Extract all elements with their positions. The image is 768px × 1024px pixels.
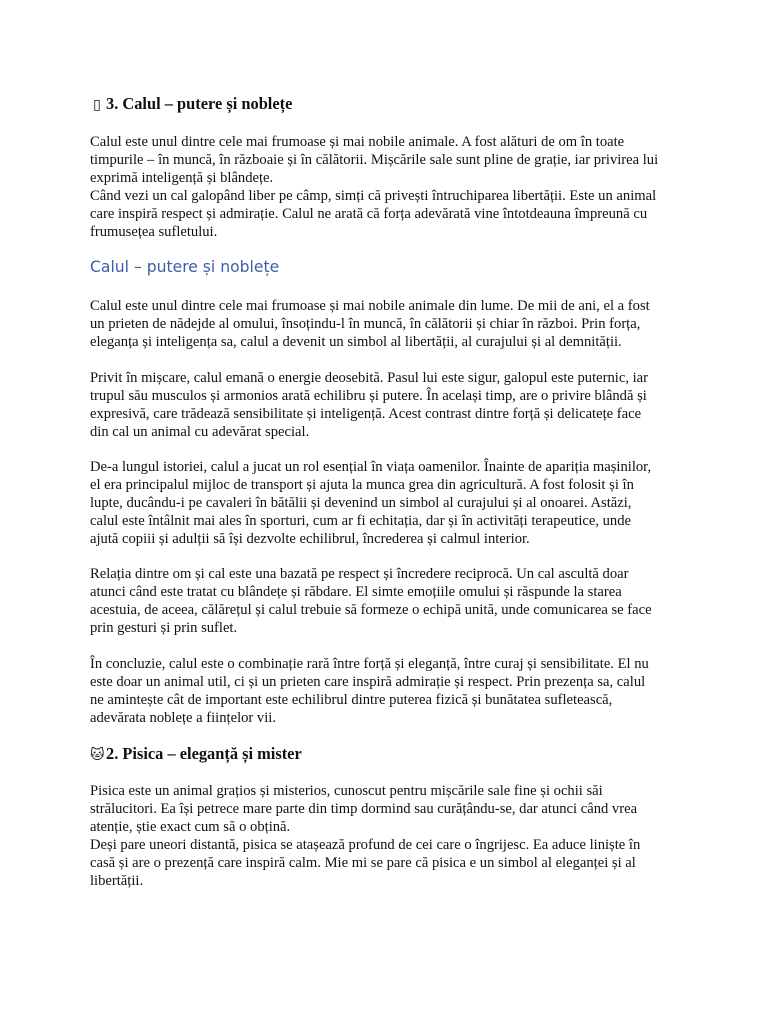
text-line: ajută copiii și adulții să își dezvolte echilibrul, încrederea și calmul interior. xyxy=(90,531,530,547)
text-line: el era principalul mijloc de transport și ajuta la munca grea din agricultură. A fost folosit și în xyxy=(90,477,634,493)
horse-subheading: Calul – putere și noblețe xyxy=(90,258,280,276)
text-line: Calul este unul dintre cele mai frumoase și mai nobile animale din lume. De mii de ani, el a fost xyxy=(90,298,650,314)
text-line: timpurile – în muncă, în războaie și în călătorii. Mișcările sale sunt pline de grație, iar privirea lui xyxy=(90,152,659,168)
cat-section-heading xyxy=(90,744,680,765)
text-line: din cal un animal cu adevărat special. xyxy=(90,424,310,440)
text-line: Deși pare uneori distantă, pisica se atașează profund de cei care o îngrijesc. Ea aduce liniște în xyxy=(90,837,641,853)
text-line: un prieten de nădejde al omului, însoțindu-l în muncă, în călătorii și chiar în război. Prin forța, xyxy=(90,316,641,332)
horse-section-heading xyxy=(90,94,680,115)
text-line: Pisica este un animal grațios și misterios, cunoscut pentru mișcările sale fine și ochii săi xyxy=(90,783,603,799)
text-line: exprimă inteligență și blândețe. xyxy=(90,170,274,186)
text-line: Relația dintre om și cal este una bazată pe respect și încredere reciprocă. Un cal ascultă doar xyxy=(90,566,629,582)
text-line: ne amintește cât de important este echilibrul dintre puterea fizică și bunătatea sufletească, xyxy=(90,692,613,708)
horse-paragraph-5 xyxy=(90,655,680,727)
text-line: atunci când este tratat cu blândețe și răbdare. El simte emoțiile omului și răspunde la starea xyxy=(90,584,622,600)
cat-heading-text: 2. Pisica – eleganță și mister xyxy=(106,744,302,763)
horse-paragraph-4 xyxy=(90,565,680,637)
text-line: casă și are o prezență care inspiră calm. Mie mi se pare că pisica e un simbol al eleganței și al xyxy=(90,855,636,871)
horse-heading-text: 3. Calul – putere și noblețe xyxy=(106,94,293,113)
horse-paragraph-1 xyxy=(90,297,680,351)
text-line: calul este întâlnit mai ales în sporturi, cum ar fi echitația, dar și în activități terapeutice, unde xyxy=(90,513,631,529)
text-line: De-a lungul istoriei, calul a jucat un rol esențial în viața oamenilor. Înainte de apariția mașinilor, xyxy=(90,459,652,475)
text-line: În concluzie, calul este o combinație rară între forță și eleganță, între curaj și sensibilitate. El nu xyxy=(90,656,649,672)
text-line: acestuia, de aceea, călărețul și calul trebuie să formeze o echipă unită, unde comunicarea se face xyxy=(90,602,652,618)
horse-icon: ▯ xyxy=(93,97,101,113)
text-line: este doar un animal util, ci și un prieten care inspiră admirație și respect. Prin prezența sa, calul xyxy=(90,674,646,690)
text-line: prin gesturi și prin suflet. xyxy=(90,620,238,636)
text-line: frumusețea sufletului. xyxy=(90,224,218,240)
horse-paragraph-3 xyxy=(90,458,680,548)
text-line: atenție, știe exact cum să o obțină. xyxy=(90,819,291,835)
text-line: trupul său musculos și armonios arată echilibru și putere. În același timp, are o privire blândă și xyxy=(90,388,647,404)
cat-face-icon: 🐱 xyxy=(90,747,105,763)
text-line: libertății. xyxy=(90,873,144,889)
horse-paragraph-2 xyxy=(90,369,680,441)
text-line: Privit în mișcare, calul emană o energie deosebită. Pasul lui este sigur, galopul este puternic, iar xyxy=(90,370,649,386)
text-line: Calul este unul dintre cele mai frumoase și mai nobile animale. A fost alături de om în toate xyxy=(90,134,625,150)
text-line: expresivă, care trădează sensibilitate și inteligență. Acest contrast dintre forță și delicatețe face xyxy=(90,406,642,422)
text-line: adevărata noblețe a ființelor vii. xyxy=(90,710,276,726)
text-line: Când vezi un cal galopând liber pe câmp, simți că privești întruchiparea libertății. Este un animal xyxy=(90,188,657,204)
text-line: care inspiră respect și admirație. Calul ne arată că forța adevărată vine întotdeauna împreună cu xyxy=(90,206,648,222)
text-line: strălucitori. Ea își petrece mare parte din timp dormind sau curățându-se, dar atunci când vrea xyxy=(90,801,638,817)
text-line: eleganța și inteligența sa, calul a devenit un simbol al libertății, al curajului și al demnității. xyxy=(90,334,622,350)
text-line: lupte, ducându-i pe cavaleri în bătălii și devenind un simbol al curajului și al onoarei. Astăzi, xyxy=(90,495,632,511)
cat-intro-paragraph xyxy=(90,782,680,890)
horse-intro-paragraph xyxy=(90,133,680,241)
